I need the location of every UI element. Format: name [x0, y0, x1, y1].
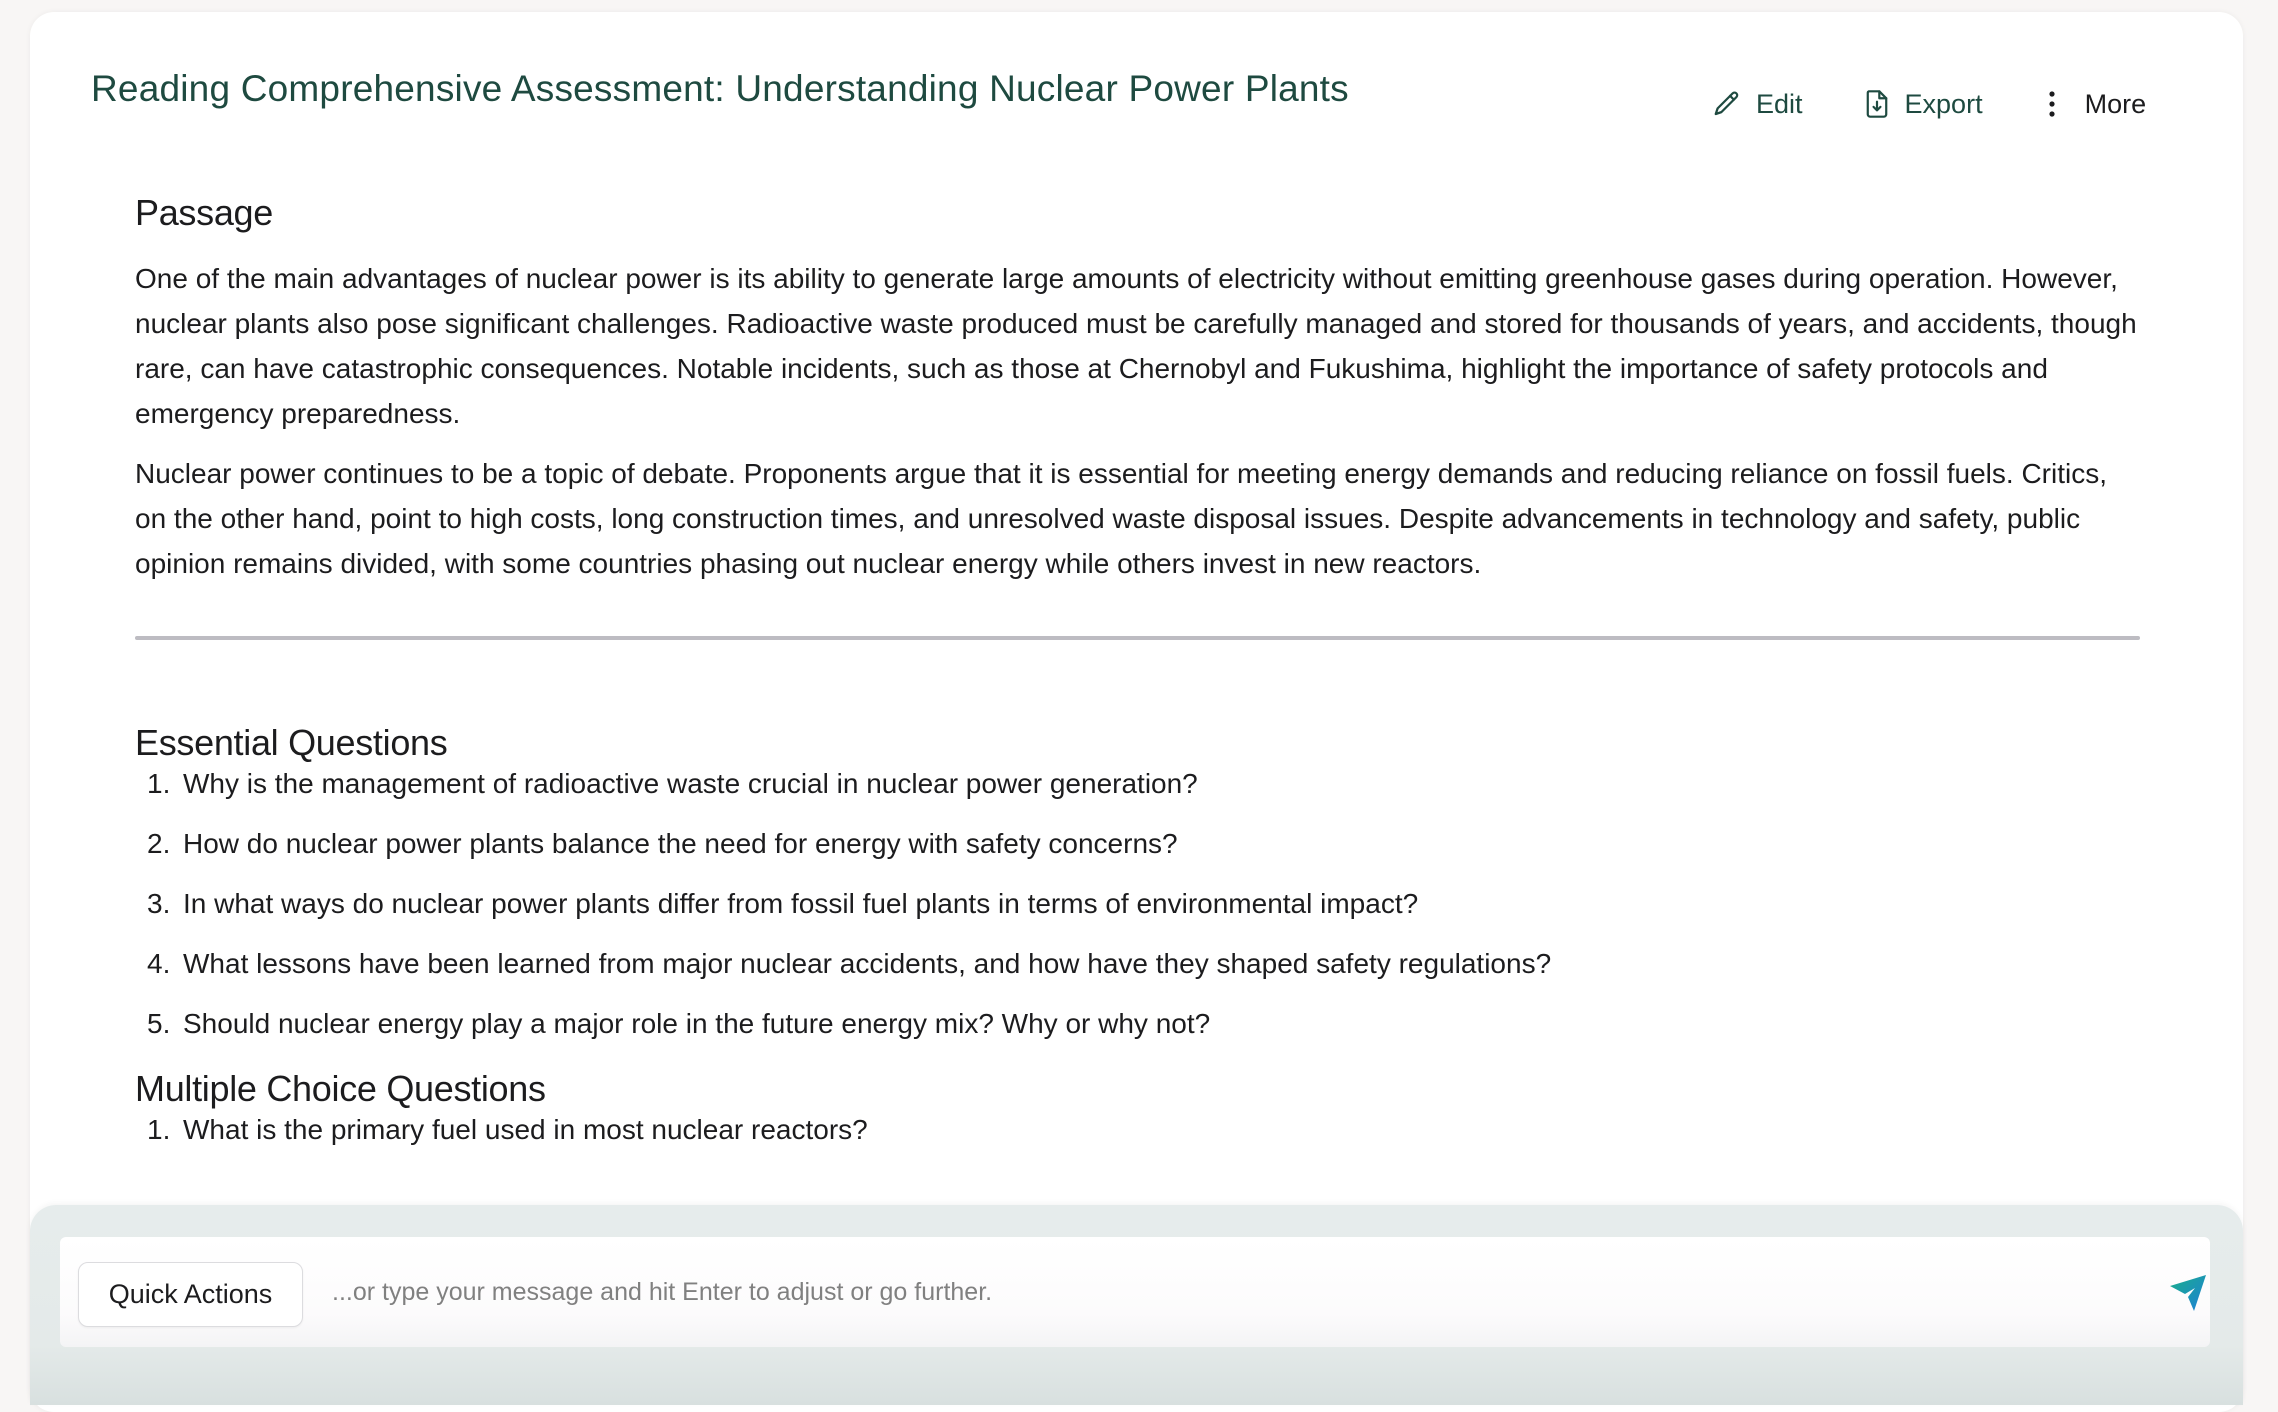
item-text: What lessons have been learned from major nuclear accidents, and how have they shaped safety regulations?	[183, 948, 1552, 979]
list-item	[135, 1110, 2140, 1150]
item-number: 5.	[147, 1008, 171, 1039]
more-label: More	[2084, 88, 2147, 119]
item-text: How do nuclear power plants balance the need for energy with safety concerns?	[183, 828, 1178, 859]
page-title: Reading Comprehensive Assessment: Understanding Nuclear Power Plants	[91, 68, 1349, 109]
message-input[interactable]	[332, 1267, 2112, 1317]
item-text: In what ways do nuclear power plants differ from fossil fuel plants in terms of environmental impact?	[183, 888, 1419, 919]
item-number: 4.	[147, 948, 171, 979]
essential-questions-heading: Essential Questions	[135, 722, 448, 763]
multiple-choice-list	[135, 1110, 2140, 1150]
list-item	[135, 884, 2140, 924]
item-number: 1.	[147, 768, 171, 799]
item-text: Should nuclear energy play a major role in the future energy mix? Why or why not?	[183, 1008, 1211, 1039]
list-item	[135, 1004, 2140, 1044]
passage-heading: Passage	[135, 192, 273, 233]
list-item	[135, 824, 2140, 864]
edit-button[interactable]	[1712, 89, 1803, 120]
edit-label: Edit	[1756, 88, 1803, 119]
passage-paragraph-1: One of the main advantages of nuclear power is its ability to generate large amounts of electricity without emitting greenhouse gases during operation. However, nuclear plants also pose significant challenges. Radioactive waste produced must be carefully managed and stored for thousands of years, and accidents, though rare, can have catastrophic consequences. Notable incidents, such as those at Chernobyl and Fukushima, highlight the importance of safety protocols and emergency preparedness.	[135, 263, 2137, 429]
list-item	[135, 944, 2140, 984]
document-header	[30, 12, 2243, 162]
item-number: 3.	[147, 888, 171, 919]
export-label: Export	[1904, 88, 1983, 119]
document-card	[30, 12, 2243, 1412]
composer-box	[60, 1237, 2210, 1347]
item-number: 2.	[147, 828, 171, 859]
vertical-dots-icon	[2047, 90, 2057, 118]
essential-questions-list	[135, 764, 2140, 1044]
item-text: What is the primary fuel used in most nuclear reactors?	[183, 1114, 868, 1145]
file-download-icon	[1863, 89, 1891, 119]
header-actions	[1712, 76, 2146, 132]
list-item	[135, 764, 2140, 804]
item-number: 1.	[147, 1114, 171, 1145]
chat-composer	[30, 1205, 2243, 1405]
export-button[interactable]	[1863, 89, 1983, 120]
send-icon	[2168, 1300, 2210, 1317]
item-text: Why is the management of radioactive waste crucial in nuclear power generation?	[183, 768, 1198, 799]
send-button[interactable]	[2168, 1273, 2210, 1313]
quick-actions-button[interactable]: Quick Actions	[78, 1262, 303, 1327]
passage-paragraph-2: Nuclear power continues to be a topic of debate. Proponents argue that it is essential for meeting energy demands and reducing reliance on fossil fuels. Critics, on the other hand, point to high costs, long construction times, and unresolved waste disposal issues. Despite advancements in technology and safety, public opinion remains divided, with some countries phasing out nuclear energy while others invest in new reactors.	[135, 458, 2108, 579]
more-button[interactable]	[2047, 89, 2147, 120]
pencil-icon	[1712, 89, 1742, 119]
document-content	[135, 172, 2140, 1150]
multiple-choice-heading: Multiple Choice Questions	[135, 1068, 546, 1109]
section-divider	[135, 636, 2140, 640]
